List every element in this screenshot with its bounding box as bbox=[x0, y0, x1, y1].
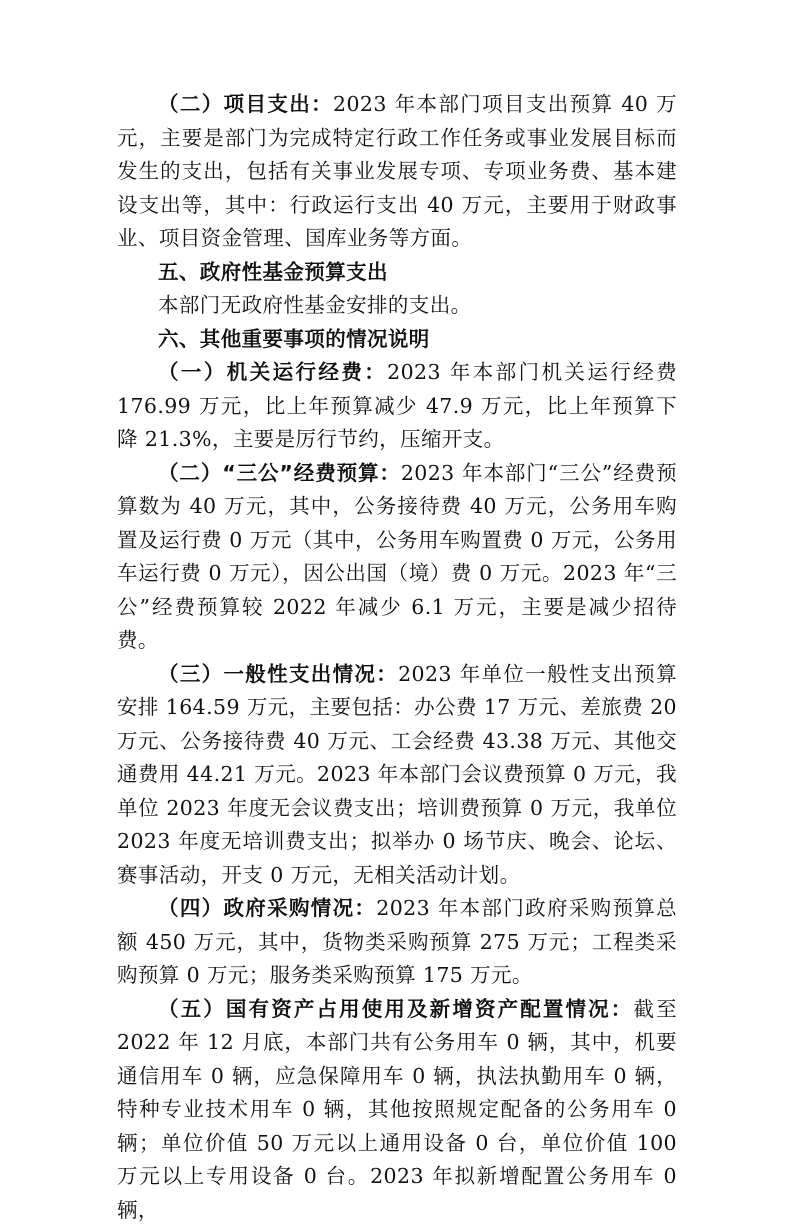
paragraph-text: 2023 年本部门机关运行经费 176.99 万元，比上年预算减少 47.9 万元，比上年预算下降 21.3%，主要是厉行节约，压缩开支。 bbox=[117, 360, 677, 451]
paragraph-government-procurement bbox=[117, 892, 677, 993]
paragraph-three-public-expenses bbox=[117, 457, 677, 658]
paragraph-project-expenditure bbox=[117, 88, 677, 256]
paragraph-text: 2023 年本部门政府采购预算总额 450 万元，其中，货物类采购预算 275 万元；工程类采购预算 0 万元；服务类采购预算 175 万元。 bbox=[117, 896, 677, 987]
paragraph-text: 本部门无政府性基金安排的支出。 bbox=[158, 293, 472, 317]
section-heading: 六、其他重要事项的情况说明 bbox=[158, 327, 430, 351]
paragraph-no-fund bbox=[117, 289, 677, 323]
paragraph-general-expenditure bbox=[117, 658, 677, 893]
paragraph-heading: （四）政府采购情况： bbox=[158, 896, 376, 920]
paragraph-heading: （一）机关运行经费： bbox=[158, 360, 387, 384]
paragraph-heading: （五）国有资产占用使用及新增资产配置情况： bbox=[158, 997, 633, 1021]
paragraph-state-assets bbox=[117, 993, 677, 1227]
paragraph-operating-expenses bbox=[117, 356, 677, 457]
document-body bbox=[117, 88, 677, 1227]
paragraph-heading: （二）项目支出： bbox=[158, 92, 333, 116]
section-heading-other-matters bbox=[117, 323, 677, 357]
paragraph-heading: （三）一般性支出情况： bbox=[158, 662, 398, 686]
section-heading-government-fund bbox=[117, 256, 677, 290]
paragraph-text: 截至 2022 年 12 月底，本部门共有公务用车 0 辆，其中，机要通信用车 0 辆，应急保障用车 0 辆，执法执勤用车 0 辆，特种专业技术用车 0 辆，其他按照规定配备的公务用车 0 辆；单位价值 50 万元以上通用设备 0 台，单位价值 100 万元以上专用设备 0 台。2023 年拟新增配置公务用车 0 辆， bbox=[117, 997, 677, 1222]
paragraph-heading: （二）“三公”经费预算： bbox=[158, 461, 401, 485]
paragraph-text: 2023 年单位一般性支出预算安排 164.59 万元，主要包括：办公费 17 万元、差旅费 20 万元、公务接待费 40 万元、工会经费 43.38 万元、其他交通费用 44.21 万元。2023 年本部门会议费预算 0 万元，我单位 2023 年度无会议费支出；培训费预算 0 万元，我单位 2023 年度无培训费支出；拟举办 0 场节庆、晚会、论坛、赛事活动，开支 0 万元，无相关活动计划。 bbox=[117, 662, 677, 887]
paragraph-text: 2023 年本部门“三公”经费预算数为 40 万元，其中，公务接待费 40 万元，公务用车购置及运行费 0 万元（其中，公务用车购置费 0 万元，公务用车运行费 0 万元），因公出国（境）费 0 万元。2023 年“三公”经费预算较 2022 年减少 6.1 万元，主要是减少招待费。 bbox=[117, 461, 677, 653]
section-heading: 五、政府性基金预算支出 bbox=[158, 260, 388, 284]
paragraph-text: 2023 年本部门项目支出预算 40 万元，主要是部门为完成特定行政工作任务或事业发展目标而发生的支出，包括有关事业发展专项、专项业务费、基本建设支出等，其中：行政运行支出 40 万元，主要用于财政事业、项目资金管理、国库业务等方面。 bbox=[117, 92, 677, 250]
